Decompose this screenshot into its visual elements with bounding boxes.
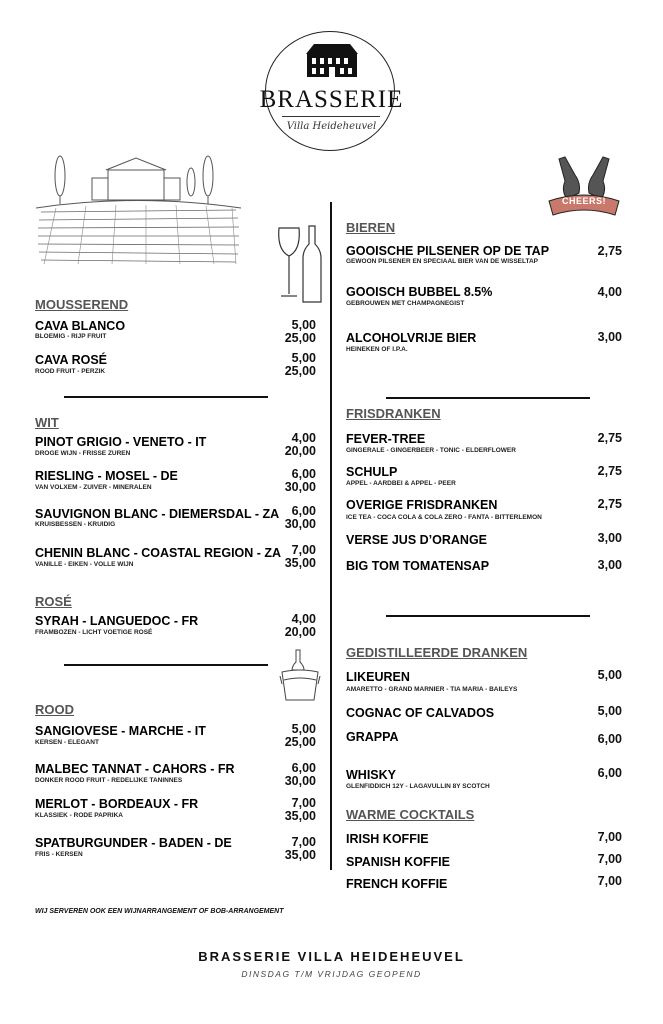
item-price: 5,00 xyxy=(597,704,622,718)
section-title-frisdranken: FRISDRANKEN xyxy=(346,406,441,421)
item-price: 7,00 xyxy=(597,852,622,866)
cheers-badge-text: CHEERS! xyxy=(561,196,606,206)
item-price-bottle: 30,00 xyxy=(284,517,316,531)
item-desc: DROGE WIJN - FRISSE ZUREN xyxy=(35,450,131,457)
item-price-glass: 5,00 xyxy=(291,351,316,365)
footer-subtitle: DINSDAG T/M VRIJDAG GEOPEND xyxy=(241,969,422,979)
item-price: 7,00 xyxy=(597,874,622,888)
cheers-bottles-icon xyxy=(545,155,623,225)
section-title-warme-cocktails: WARME COCKTAILS xyxy=(346,807,475,822)
item-name: SAUVIGNON BLANC - DIEMERSDAL - ZA xyxy=(35,507,280,521)
item-name: CHENIN BLANC - COASTAL REGION - ZA xyxy=(35,546,282,560)
item-price: 5,00 xyxy=(597,668,622,682)
item-name: BIG TOM TOMATENSAP xyxy=(346,559,490,573)
item-price-glass: 7,00 xyxy=(291,835,316,849)
item-price: 2,75 xyxy=(597,244,622,258)
footer-title: BRASSERIE VILLA HEIDEHEUVEL xyxy=(198,949,465,964)
item-name: VERSE JUS D’ORANGE xyxy=(346,533,488,547)
item-desc: HEINEKEN OF I.P.A. xyxy=(346,346,408,353)
item-price-glass: 4,00 xyxy=(291,431,316,445)
item-price-glass: 5,00 xyxy=(291,318,316,332)
item-price-glass: 6,00 xyxy=(291,761,316,775)
item-name: PINOT GRIGIO - VENETO - IT xyxy=(35,435,207,449)
item-desc: GEWOON PILSENER EN SPECIAAL BIER VAN DE WISSELTAP xyxy=(346,258,539,265)
item-name: FEVER-TREE xyxy=(346,432,426,446)
item-name: GOOISCHE PILSENER OP DE TAP xyxy=(346,244,550,258)
item-price-glass: 7,00 xyxy=(291,796,316,810)
item-price: 3,00 xyxy=(597,531,622,545)
item-desc: FRAMBOZEN - LICHT VOETIGE ROSÉ xyxy=(35,629,153,636)
item-name: COGNAC OF CALVADOS xyxy=(346,706,495,720)
item-price-bottle: 30,00 xyxy=(284,480,316,494)
section-title-bieren: BIEREN xyxy=(346,220,396,235)
item-price-bottle: 25,00 xyxy=(284,735,316,749)
item-desc: KRUISBESSEN - KRUIDIG xyxy=(35,521,116,528)
section-divider xyxy=(64,396,268,398)
item-desc: ICE TEA - COCA COLA & COLA ZERO - FANTA - BITTERLEMON xyxy=(346,514,542,521)
item-price: 3,00 xyxy=(597,558,622,572)
item-price: 3,00 xyxy=(597,330,622,344)
item-name: FRENCH KOFFIE xyxy=(346,877,448,891)
item-name: SCHULP xyxy=(346,465,398,479)
ice-bucket-icon xyxy=(278,648,322,704)
item-name: ALCOHOLVRIJE BIER xyxy=(346,331,477,345)
item-price-bottle: 35,00 xyxy=(284,809,316,823)
item-name: SPATBURGUNDER - BADEN - DE xyxy=(35,836,232,850)
item-price-glass: 7,00 xyxy=(291,543,316,557)
item-name: CAVA BLANCO xyxy=(35,319,126,333)
section-title-gedistilleerd: GEDISTILLEERDE DRANKEN xyxy=(346,645,528,660)
item-price-bottle: 35,00 xyxy=(284,556,316,570)
item-price: 6,00 xyxy=(597,766,622,780)
item-price-bottle: 20,00 xyxy=(284,444,316,458)
item-desc: GEBROUWEN MET CHAMPAGNEGIST xyxy=(346,300,465,307)
item-price: 4,00 xyxy=(597,285,622,299)
item-name: LIKEUREN xyxy=(346,670,410,684)
section-title-rood: ROOD xyxy=(35,702,74,717)
item-desc: BLOEMIG - RIJP FRUIT xyxy=(35,333,107,340)
logo-rule xyxy=(282,116,380,117)
item-desc: DONKER ROOD FRUIT - REDELIJKE TANINNES xyxy=(35,777,183,784)
item-price-bottle: 30,00 xyxy=(284,774,316,788)
item-name: SYRAH - LANGUEDOC - FR xyxy=(35,614,199,628)
item-desc: AMARETTO - GRAND MARNIER - TIA MARIA - BAILEYS xyxy=(346,686,518,693)
item-price-glass: 4,00 xyxy=(291,612,316,626)
wine-bottle-glass-icon xyxy=(275,222,323,306)
item-price-bottle: 20,00 xyxy=(284,625,316,639)
section-title-mousserend: MOUSSEREND xyxy=(35,297,129,312)
item-price: 2,75 xyxy=(597,464,622,478)
item-name: OVERIGE FRISDRANKEN xyxy=(346,498,498,512)
column-divider xyxy=(330,202,332,870)
item-price-bottle: 25,00 xyxy=(284,331,316,345)
item-desc: FRIS - KERSEN xyxy=(35,851,83,858)
item-price: 2,75 xyxy=(597,497,622,511)
building-icon xyxy=(304,42,360,78)
logo-brand-name: BRASSERIE xyxy=(259,86,404,113)
item-price-glass: 6,00 xyxy=(291,504,316,518)
item-price-glass: 5,00 xyxy=(291,722,316,736)
item-price-glass: 6,00 xyxy=(291,467,316,481)
item-price: 7,00 xyxy=(597,830,622,844)
logo-subtitle: Villa Heideheuvel xyxy=(286,121,377,132)
item-desc: ROOD FRUIT - PERZIK xyxy=(35,368,106,375)
section-divider xyxy=(386,615,590,617)
item-name: SPANISH KOFFIE xyxy=(346,855,450,869)
item-name: GOOISCH BUBBEL 8.5% xyxy=(346,285,493,299)
item-name: IRISH KOFFIE xyxy=(346,832,429,846)
item-name: GRAPPA xyxy=(346,730,399,744)
item-price: 2,75 xyxy=(597,431,622,445)
section-title-wit: WIT xyxy=(35,415,59,430)
item-name: CAVA ROSÉ xyxy=(35,353,107,367)
item-desc: VAN VOLXEM - ZUIVER - MINERALEN xyxy=(35,484,152,491)
section-divider xyxy=(64,664,268,666)
item-name: RIESLING - MOSEL - DE xyxy=(35,469,178,483)
item-desc: APPEL - AARDBEI & APPEL - PEER xyxy=(346,480,456,487)
item-price: 6,00 xyxy=(597,732,622,746)
item-name: MALBEC TANNAT - CAHORS - FR xyxy=(35,762,235,776)
vineyard-illustration xyxy=(36,148,241,266)
section-title-rose: ROSÉ xyxy=(35,594,72,609)
item-desc: KLASSIEK - RODE PAPRIKA xyxy=(35,812,123,819)
item-price-bottle: 35,00 xyxy=(284,848,316,862)
item-price-bottle: 25,00 xyxy=(284,364,316,378)
item-name: WHISKY xyxy=(346,768,396,782)
item-name: SANGIOVESE - MARCHE - IT xyxy=(35,724,206,738)
item-desc: KERSEN - ELEGANT xyxy=(35,739,99,746)
wine-arrangement-note: WIJ SERVEREN OOK EEN WIJNARRANGEMENT OF BOB-ARRANGEMENT xyxy=(35,908,284,915)
section-divider xyxy=(386,397,590,399)
item-desc: GINGERALE - GINGERBEER - TONIC - ELDERFLOWER xyxy=(346,447,516,454)
item-name: MERLOT - BORDEAUX - FR xyxy=(35,797,199,811)
item-desc: GLENFIDDICH 12Y - LAGAVULLIN 8Y SCOTCH xyxy=(346,783,490,790)
item-desc: VANILLE - EIKEN - VOLLE WIJN xyxy=(35,561,134,568)
